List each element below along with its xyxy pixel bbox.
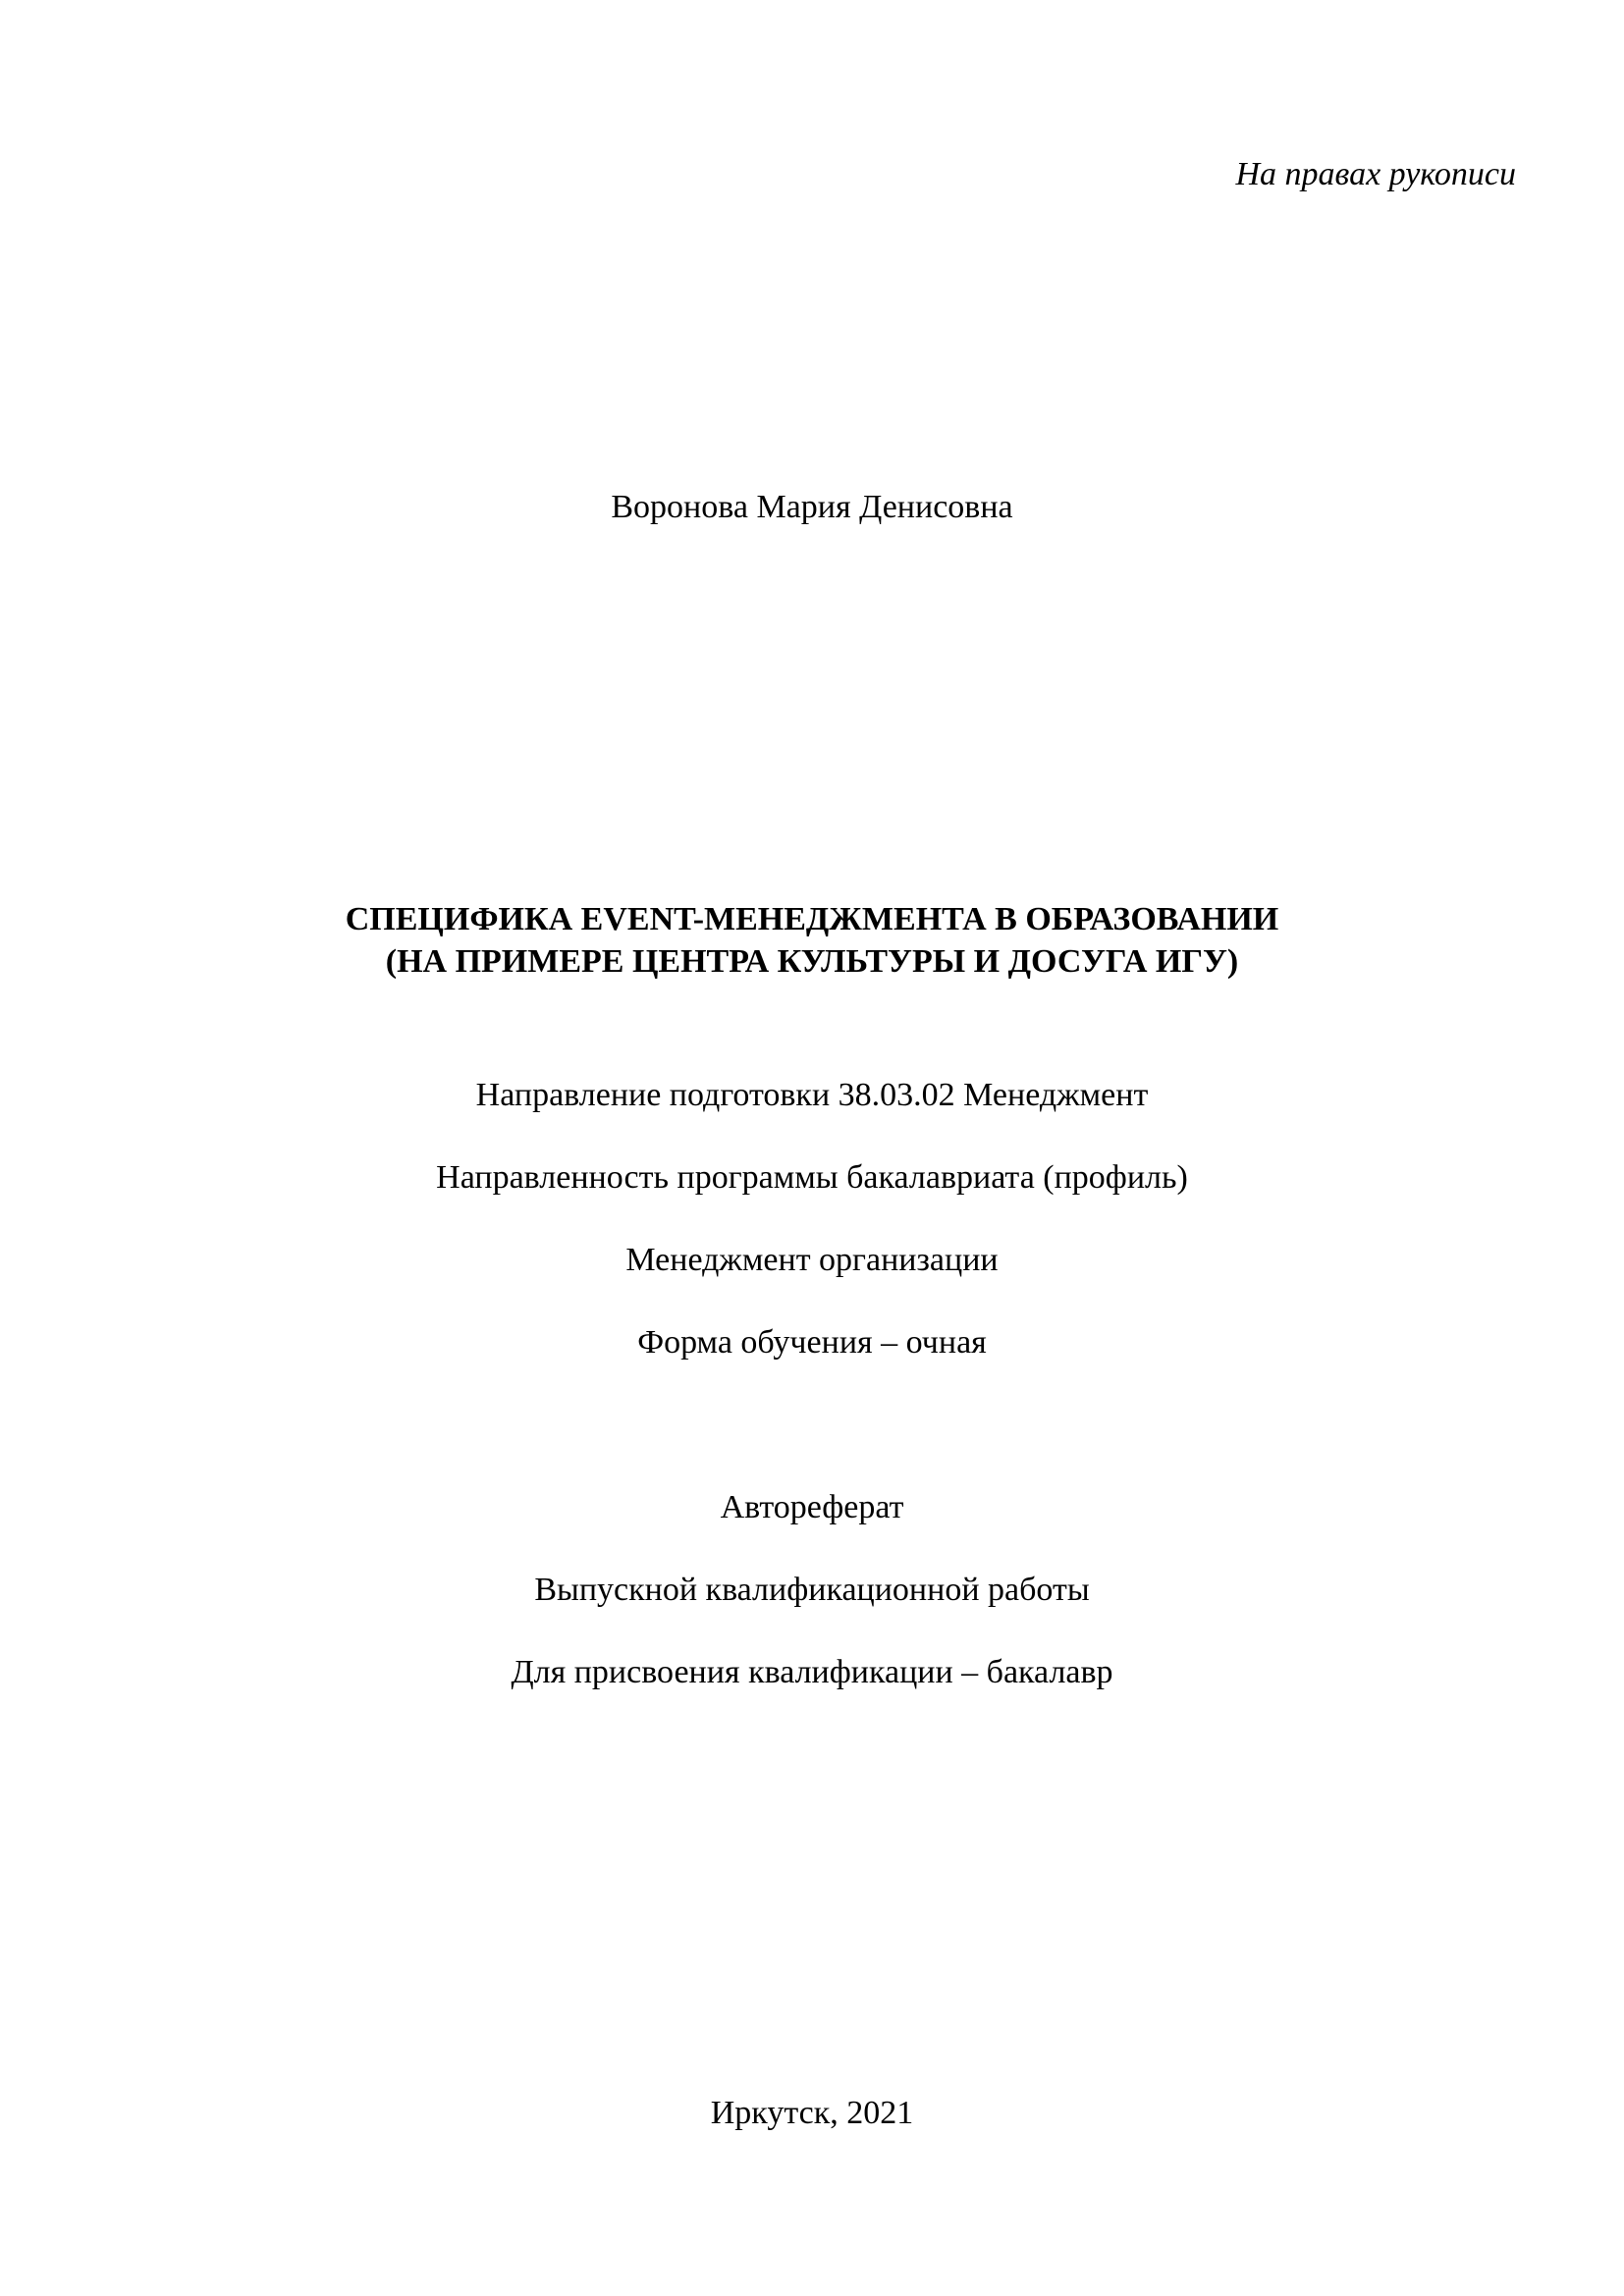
manuscript-note: На правах рукописи xyxy=(1235,156,1516,192)
title-line-1: СПЕЦИФИКА EVENT-МЕНЕДЖМЕНТА В ОБРАЗОВАНИИ xyxy=(345,901,1279,937)
study-form: Форма обучения – очная xyxy=(637,1324,987,1361)
program-direction: Направление подготовки 38.03.02 Менеджмент xyxy=(475,1077,1149,1113)
title-line-2: (НА ПРИМЕРЕ ЦЕНТРА КУЛЬТУРЫ И ДОСУГА ИГУ) xyxy=(385,943,1239,980)
document-type: Автореферат xyxy=(720,1489,904,1525)
program-orientation: Направленность программы бакалавриата (профиль) xyxy=(436,1159,1188,1196)
document-qualification: Для присвоения квалификации – бакалавр xyxy=(511,1654,1113,1690)
author-name: Воронова Мария Денисовна xyxy=(611,489,1013,525)
program-profile: Менеджмент организации xyxy=(625,1242,999,1278)
document-work: Выпускной квалификационной работы xyxy=(534,1572,1090,1608)
city-year: Иркутск, 2021 xyxy=(710,2095,914,2131)
